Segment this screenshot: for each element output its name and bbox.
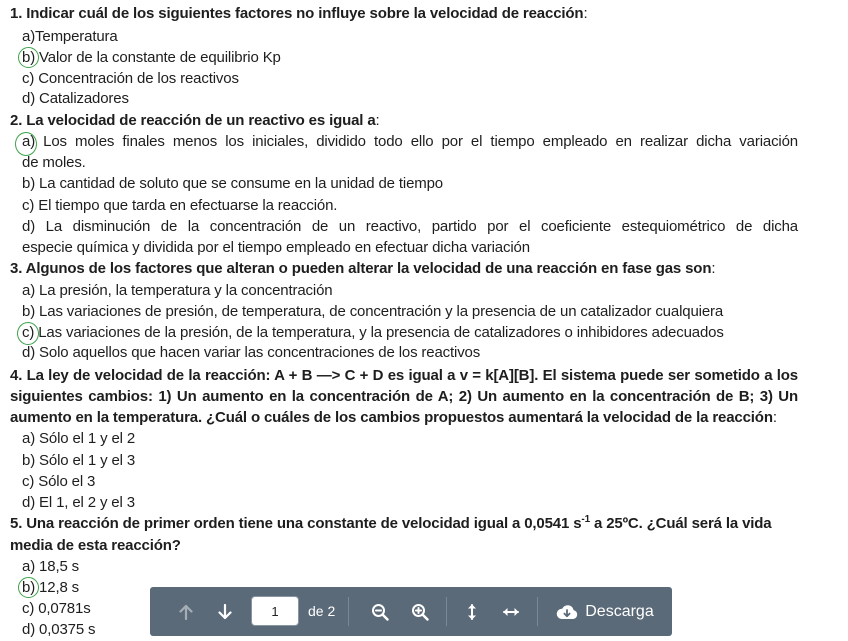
question-colon: :	[375, 112, 380, 129]
q1-option-b: b) Valor de la constante de equilibrio Kp	[22, 49, 281, 66]
next-page-button[interactable]	[211, 587, 239, 636]
q2-option-c: c) El tiempo que tarda en efectuarse la reacción.	[22, 197, 338, 214]
q4-option-c: c) Sólo el 3	[22, 473, 96, 490]
page-number-input[interactable]	[251, 596, 299, 626]
pdf-toolbar	[150, 587, 672, 636]
fit-height-button[interactable]	[458, 587, 486, 636]
q5-option-d: d) 0,0375 s	[22, 621, 96, 638]
question-4-title-line-3-text: aumento en la temperatura. ¿Cuál o cuáles de los cambios propuestos aumentará la velocidad de la reacción	[10, 409, 773, 426]
q3-option-c: c) Las variaciones de la presión, de la temperatura, y la presencia de catalizadores o inhibidores adecuados	[22, 324, 724, 341]
q3-option-d: d) Solo aquellos que hacen variar las concentraciones de los reactivos	[22, 344, 481, 361]
toolbar-divider	[348, 597, 349, 626]
question-colon: :	[583, 5, 588, 22]
arrow-up-icon	[179, 604, 193, 620]
q1-option-a: a)Temperatura	[22, 28, 118, 45]
q2-option-a-line-2: de moles.	[22, 154, 86, 171]
previous-page-button[interactable]	[172, 587, 200, 636]
arrow-down-icon	[218, 604, 232, 620]
question-colon: :	[772, 409, 777, 426]
page-count-label: de 2	[308, 603, 336, 619]
q5-option-a: a) 18,5 s	[22, 558, 80, 575]
fit-width-icon	[502, 606, 520, 618]
zoom-out-button[interactable]	[366, 587, 394, 636]
toolbar-divider	[537, 597, 538, 626]
q2-option-b: b) La cantidad de soluto que se consume en la unidad de tiempo	[22, 175, 443, 192]
download-button[interactable]	[550, 587, 660, 636]
question-5-exponent: -1	[581, 514, 590, 525]
toolbar-divider	[446, 597, 447, 626]
q4-option-b: b) Sólo el 1 y el 3	[22, 452, 136, 469]
cloud-download-icon	[556, 604, 578, 620]
question-5-title-line-1	[10, 514, 772, 534]
question-2	[10, 111, 380, 131]
q3-option-a: a) La presión, la temperatura y la concentración	[22, 282, 333, 299]
question-5-title-line-2: media de esta reacción?	[10, 537, 181, 554]
question-4-title-line-3	[10, 408, 777, 428]
question-3	[10, 259, 715, 279]
q5-option-c: c) 0,0781s	[22, 600, 91, 617]
q2-option-d-line-1: d) La disminución de la concentración de un reactivo, partido por el coeficiente estequiométrico de dicha	[22, 218, 798, 235]
q2-option-a-line-1: a) Los moles finales menos los iniciales, dividido todo ello por el tiempo empleado en realizar dicha variación	[22, 133, 798, 150]
zoom-in-icon	[411, 603, 429, 621]
zoom-out-icon	[371, 603, 389, 621]
q1-option-c: c) Concentración de los reactivos	[22, 70, 239, 87]
q3-option-b: b) Las variaciones de presión, de temperatura, de concentración y la presencia de un catalizador cualquiera	[22, 303, 724, 320]
q5-option-b: b) 12,8 s	[22, 579, 80, 596]
question-colon: :	[711, 260, 716, 277]
fit-width-button[interactable]	[497, 587, 525, 636]
question-4-title-line-1: 4. La ley de velocidad de la reacción: A + B —> C + D es igual a v = k[A][B]. El sistema puede ser sometido a los	[10, 367, 798, 384]
fit-height-icon	[466, 603, 478, 621]
q1-option-d: d) Catalizadores	[22, 90, 129, 107]
download-label: Descarga	[585, 602, 654, 620]
q2-option-d-line-2: especie química y dividida por el tiempo empleado en efectuar dicha variación	[22, 239, 530, 256]
question-3-title: 3. Algunos de los factores que alteran o pueden alterar la velocidad de una reacción en fase gas son	[10, 260, 712, 277]
question-5-title-pre: 5. Una reacción de primer orden tiene una constante de velocidad igual a 0,0541 s	[10, 515, 582, 532]
question-1	[10, 4, 587, 24]
q4-option-d: d) El 1, el 2 y el 3	[22, 494, 135, 511]
question-2-title: 2. La velocidad de reacción de un reactivo es igual a	[10, 112, 376, 129]
zoom-in-button[interactable]	[406, 587, 434, 636]
q4-option-a: a) Sólo el 1 y el 2	[22, 430, 136, 447]
question-5-title-post: a 25ºC. ¿Cuál será la vida	[589, 515, 772, 532]
question-4-title-line-2: siguientes cambios: 1) Un aumento en la concentración de A; 2) Un aumento en la concentración de B; 3) Un	[10, 388, 798, 405]
question-1-title: 1. Indicar cuál de los siguientes factores no influye sobre la velocidad de reacción	[10, 5, 584, 22]
